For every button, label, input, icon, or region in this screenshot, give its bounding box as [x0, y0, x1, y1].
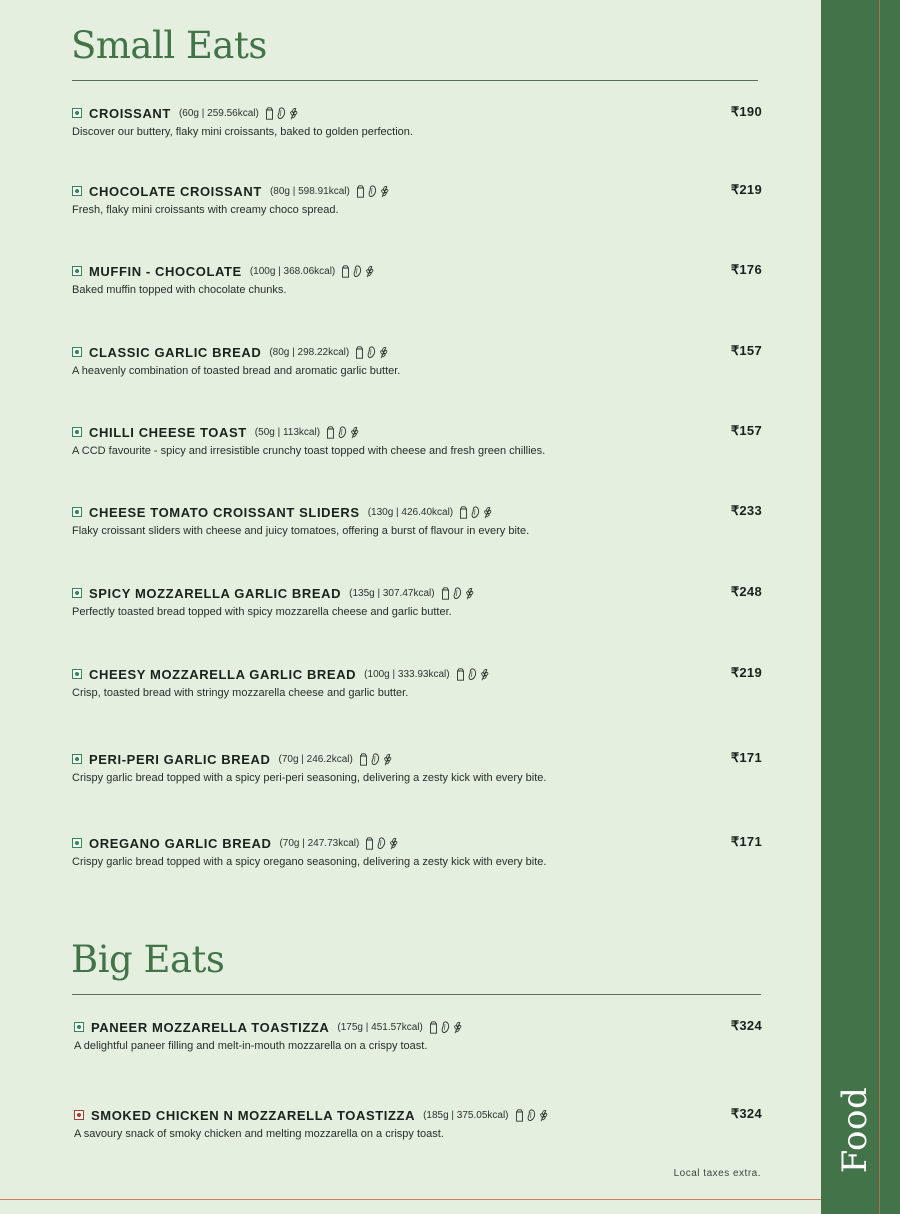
item-description: A savoury snack of smoky chicken and melting mozzarella on a crispy toast. [74, 1128, 444, 1140]
item-price: ₹219 [730, 665, 762, 680]
veg-mark-icon [72, 588, 82, 598]
soy-bean-icon [468, 668, 477, 681]
veg-mark-icon [72, 266, 82, 276]
wheat-icon [289, 107, 298, 120]
menu-item [74, 1018, 762, 1062]
veg-mark-icon [72, 347, 82, 357]
soy-bean-icon [453, 587, 462, 600]
menu-item-header [72, 750, 392, 768]
item-portion-calories: (60g | 259.56kcal) [178, 107, 259, 119]
milk-carton-icon [441, 587, 450, 600]
wheat-icon [383, 753, 392, 766]
side-band [821, 0, 900, 1214]
wheat-icon [483, 506, 492, 519]
item-price: ₹233 [730, 503, 762, 518]
item-description: Crispy garlic bread topped with a spicy peri-peri seasoning, delivering a zesty kick with every bite. [72, 772, 547, 784]
menu-item [72, 834, 762, 878]
menu-item [72, 104, 762, 148]
item-name: PANEER MOZZARELLA TOASTIZZA [91, 1019, 330, 1035]
menu-item [72, 182, 762, 226]
veg-mark-icon [72, 108, 82, 118]
wheat-icon [539, 1109, 548, 1122]
menu-item [72, 423, 762, 467]
item-name: MUFFIN - CHOCOLATE [89, 263, 242, 279]
menu-item [72, 750, 762, 794]
veg-mark-icon [72, 669, 82, 679]
item-description: Baked muffin topped with chocolate chunks. [72, 284, 287, 296]
soy-bean-icon [368, 185, 377, 198]
milk-carton-icon [341, 265, 350, 278]
menu-item-header [74, 1106, 548, 1124]
non-veg-mark-icon [74, 1110, 84, 1120]
menu-item-header [72, 423, 359, 441]
allergen-icons [441, 587, 474, 600]
wheat-icon [379, 346, 388, 359]
milk-carton-icon [359, 753, 368, 766]
item-description: Crisp, toasted bread with stringy mozzarella cheese and garlic butter. [72, 687, 409, 699]
item-name: CHILLI CHEESE TOAST [89, 424, 247, 440]
item-price: ₹248 [730, 584, 762, 599]
allergen-icons [359, 753, 392, 766]
allergen-icons [365, 837, 398, 850]
side-divider [879, 0, 880, 1214]
soy-bean-icon [353, 265, 362, 278]
soy-bean-icon [367, 346, 376, 359]
menu-item-header [72, 182, 389, 200]
item-price: ₹176 [730, 262, 762, 277]
item-name: CROISSANT [89, 105, 171, 121]
item-description: Perfectly toasted bread topped with spicy mozzarella cheese and garlic butter. [72, 606, 452, 618]
veg-mark-icon [72, 427, 82, 437]
item-name: CHEESY MOZZARELLA GARLIC BREAD [89, 666, 357, 682]
item-name: SMOKED CHICKEN N MOZZARELLA TOASTIZZA [91, 1107, 416, 1123]
veg-mark-icon [74, 1022, 84, 1032]
milk-carton-icon [459, 506, 468, 519]
item-price: ₹324 [730, 1018, 762, 1033]
item-portion-calories: (100g | 333.93kcal) [364, 668, 450, 680]
wheat-icon [389, 837, 398, 850]
veg-mark-icon [72, 754, 82, 764]
milk-carton-icon [355, 346, 364, 359]
item-portion-calories: (135g | 307.47kcal) [349, 587, 435, 599]
allergen-icons [456, 668, 489, 681]
wheat-icon [365, 265, 374, 278]
soy-bean-icon [471, 506, 480, 519]
menu-item-header [72, 343, 388, 361]
soy-bean-icon [377, 837, 386, 850]
allergen-icons [341, 265, 374, 278]
item-portion-calories: (70g | 247.73kcal) [279, 837, 360, 849]
section-title-big-eats: Big Eats [71, 938, 225, 981]
item-description: Flaky croissant sliders with cheese and juicy tomatoes, offering a burst of flavour in every bite. [72, 525, 530, 537]
taxes-footnote: Local taxes extra. [673, 1168, 761, 1179]
item-portion-calories: (100g | 368.06kcal) [249, 265, 336, 277]
section-divider [72, 994, 761, 995]
menu-item [74, 1106, 762, 1150]
allergen-icons [515, 1109, 548, 1122]
allergen-icons [429, 1021, 462, 1034]
bottom-divider [0, 1199, 821, 1200]
menu-item [72, 665, 762, 709]
side-title: Food [835, 1086, 875, 1174]
soy-bean-icon [371, 753, 380, 766]
item-name: CHOCOLATE CROISSANT [89, 183, 262, 199]
milk-carton-icon [265, 107, 274, 120]
wheat-icon [380, 185, 389, 198]
item-price: ₹171 [730, 750, 762, 765]
wheat-icon [480, 668, 489, 681]
soy-bean-icon [441, 1021, 450, 1034]
menu-item-header [72, 665, 489, 683]
item-portion-calories: (175g | 451.57kcal) [337, 1021, 423, 1033]
item-portion-calories: (50g | 113kcal) [254, 426, 321, 438]
wheat-icon [350, 426, 359, 439]
soy-bean-icon [527, 1109, 536, 1122]
menu-item [72, 584, 762, 628]
soy-bean-icon [338, 426, 347, 439]
allergen-icons [356, 185, 389, 198]
item-description: A delightful paneer filling and melt-in-mouth mozzarella on a crispy toast. [74, 1040, 428, 1052]
milk-carton-icon [326, 426, 335, 439]
wheat-icon [453, 1021, 462, 1034]
menu-item [72, 503, 762, 547]
milk-carton-icon [429, 1021, 438, 1034]
wheat-icon [465, 587, 474, 600]
milk-carton-icon [356, 185, 365, 198]
item-description: A CCD favourite - spicy and irresistible crunchy toast topped with cheese and fresh green chillies. [72, 445, 546, 457]
item-name: CLASSIC GARLIC BREAD [89, 344, 262, 360]
veg-mark-icon [72, 507, 82, 517]
item-name: OREGANO GARLIC BREAD [89, 835, 272, 851]
item-portion-calories: (70g | 246.2kcal) [278, 753, 353, 765]
item-portion-calories: (80g | 298.22kcal) [269, 346, 350, 358]
section-title-small-eats: Small Eats [71, 24, 267, 67]
menu-item-header [72, 104, 298, 122]
milk-carton-icon [365, 837, 374, 850]
item-portion-calories: (185g | 375.05kcal) [423, 1109, 509, 1121]
item-portion-calories: (80g | 598.91kcal) [269, 185, 350, 197]
item-name: PERI-PERI GARLIC BREAD [89, 751, 271, 767]
soy-bean-icon [277, 107, 286, 120]
menu-item [72, 343, 762, 387]
menu-item-header [72, 584, 474, 602]
menu-item [72, 262, 762, 306]
item-description: A heavenly combination of toasted bread and aromatic garlic butter. [72, 365, 401, 377]
menu-item-header [72, 503, 492, 521]
item-name: CHEESE TOMATO CROISSANT SLIDERS [89, 504, 360, 520]
item-price: ₹157 [730, 423, 762, 438]
item-description: Crispy garlic bread topped with a spicy oregano seasoning, delivering a zesty kick with every bite. [72, 856, 547, 868]
allergen-icons [265, 107, 298, 120]
menu-item-header [72, 834, 398, 852]
milk-carton-icon [515, 1109, 524, 1122]
menu-item-header [72, 262, 374, 280]
menu-item-header [74, 1018, 462, 1036]
veg-mark-icon [72, 838, 82, 848]
item-description: Discover our buttery, flaky mini croissants, baked to golden perfection. [72, 126, 413, 138]
item-price: ₹324 [730, 1106, 762, 1121]
item-description: Fresh, flaky mini croissants with creamy choco spread. [72, 204, 339, 216]
item-name: SPICY MOZZARELLA GARLIC BREAD [89, 585, 342, 601]
milk-carton-icon [456, 668, 465, 681]
item-price: ₹219 [730, 182, 762, 197]
item-price: ₹190 [730, 104, 762, 119]
item-price: ₹171 [730, 834, 762, 849]
item-portion-calories: (130g | 426.40kcal) [367, 506, 454, 518]
item-price: ₹157 [730, 343, 762, 358]
allergen-icons [355, 346, 388, 359]
allergen-icons [326, 426, 359, 439]
allergen-icons [459, 506, 492, 519]
section-divider [72, 80, 758, 81]
veg-mark-icon [72, 186, 82, 196]
